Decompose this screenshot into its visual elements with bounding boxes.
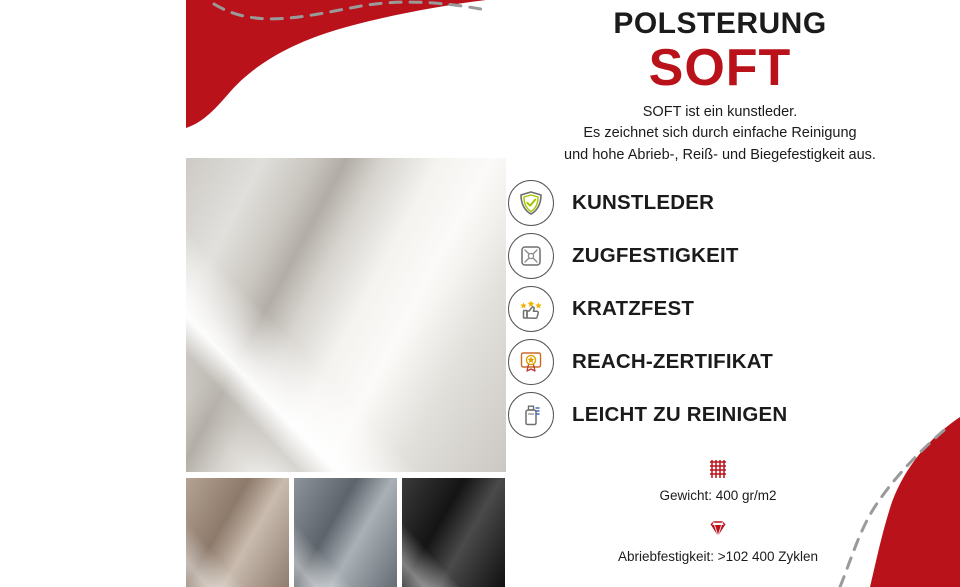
diamond-icon (508, 513, 928, 547)
feature-label: KUNSTLEDER (572, 190, 715, 214)
swatch-gloss (402, 488, 492, 587)
feature-label: LEICHT ZU REINIGEN (572, 402, 788, 426)
description (490, 102, 950, 167)
feature-item-leicht-zu-reinigen (508, 388, 928, 441)
header (490, 8, 950, 167)
spec-text: Abriebfestigkeit: >102 400 Zyklen (618, 549, 818, 564)
feature-label: REACH-ZERTIFIKAT (572, 349, 773, 373)
swatch-gloss (186, 488, 276, 587)
feature-list (508, 176, 928, 441)
shield-check-icon (508, 180, 554, 226)
page-title: POLSTERUNG (613, 7, 827, 40)
spray-cleaning-icon (508, 392, 554, 438)
feature-item-reach-zertifikat (508, 335, 928, 388)
feature-item-kunstleder (508, 176, 928, 229)
spec-abrasion (508, 513, 928, 564)
feature-label: KRATZFEST (572, 296, 695, 320)
spec-list (508, 452, 928, 574)
pillow-stretch-icon (508, 233, 554, 279)
color-swatch-strip (186, 478, 506, 587)
certificate-star-icon (508, 339, 554, 385)
red-corner-decoration-top (186, 0, 486, 130)
swatch-gloss (294, 488, 384, 587)
product-image-main (186, 158, 506, 472)
page-subtitle: SOFT (648, 38, 792, 97)
fabric-weave-icon (508, 452, 928, 486)
swatch-black[interactable] (402, 478, 505, 587)
spec-weight (508, 452, 928, 503)
feature-item-kratzfest (508, 282, 928, 335)
feature-item-zugfestigkeit (508, 229, 928, 282)
description-line-2: Es zeichnet sich durch einfache Reinigung (583, 125, 857, 142)
feature-label: ZUGFESTIGKEIT (572, 243, 739, 267)
swatch-taupe[interactable] (186, 478, 289, 587)
description-line-1: SOFT ist ein kunstleder. (642, 103, 798, 120)
thumbs-up-stars-icon (508, 286, 554, 332)
spec-text: Gewicht: 400 gr/m2 (659, 488, 777, 503)
description-line-3: und hohe Abrieb-, Reiß- und Biegefestigkeit aus. (564, 147, 876, 163)
swatch-grey[interactable] (294, 478, 397, 587)
